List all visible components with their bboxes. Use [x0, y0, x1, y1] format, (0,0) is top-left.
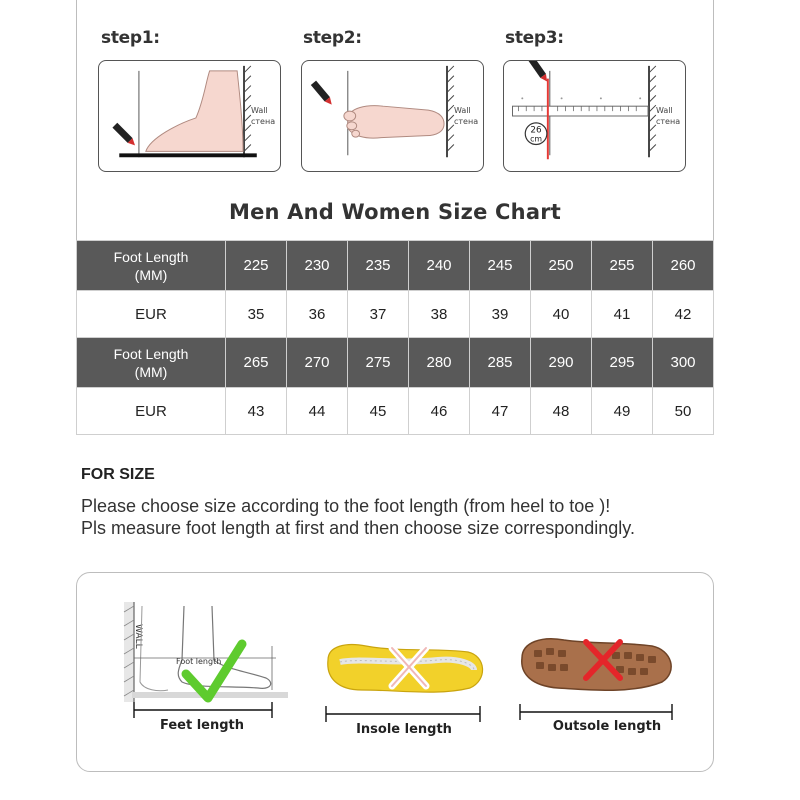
step-2-label: step2:	[303, 28, 362, 48]
eur-cell: 44	[287, 388, 348, 435]
measure-unit: cm	[530, 134, 543, 144]
eur-cell: 35	[226, 291, 287, 338]
foot-length-cell: 255	[592, 241, 653, 291]
step-3-label: step3:	[505, 28, 564, 48]
instruction-line-2: Pls measure foot length at first and then choose size correspondingly.	[81, 518, 635, 538]
foot-length-cell: 285	[470, 338, 531, 388]
eur-cell: 49	[592, 388, 653, 435]
step-1-wall-en: Wall	[251, 106, 268, 115]
chart-title: Men And Women Size Chart	[228, 200, 561, 224]
eur-cell: 37	[348, 291, 409, 338]
foot-length-text: Foot length	[176, 657, 222, 666]
feet-length-label: Feet length	[159, 718, 245, 733]
instruction-line-1: Please choose size according to the foot length (from heel to toe )!	[81, 496, 611, 516]
eur-header: EUR	[77, 388, 226, 435]
step-3-wall-en: Wall	[656, 106, 673, 115]
step-3-wall-ru: стена	[656, 117, 681, 126]
step-1-illustration	[98, 60, 281, 172]
foot-length-header: Foot Length (MM)	[77, 338, 226, 388]
foot-length-cell: 300	[653, 338, 714, 388]
eur-cell: 36	[287, 291, 348, 338]
eur-cell: 43	[226, 388, 287, 435]
eur-cell: 38	[409, 291, 470, 338]
foot-length-cell: 250	[531, 241, 592, 291]
eur-cell: 39	[470, 291, 531, 338]
insole-length-label: Insole length	[356, 722, 452, 737]
foot-length-header: Foot Length (MM)	[77, 241, 226, 291]
eur-cell: 48	[531, 388, 592, 435]
step-2-wall-ru: стена	[454, 117, 479, 126]
eur-cell: 47	[470, 388, 531, 435]
size-chart-table	[76, 240, 714, 435]
foot-length-cell: 270	[287, 338, 348, 388]
step-1-label: step1:	[101, 28, 160, 48]
foot-length-cell: 235	[348, 241, 409, 291]
table-row	[77, 388, 714, 435]
eur-cell: 46	[409, 388, 470, 435]
eur-header: EUR	[77, 291, 226, 338]
for-size-heading: FOR SIZE	[81, 466, 155, 483]
eur-cell: 42	[653, 291, 714, 338]
table-row	[77, 338, 714, 388]
eur-cell: 45	[348, 388, 409, 435]
table-row	[77, 291, 714, 338]
eur-cell: 41	[592, 291, 653, 338]
outsole-length-label: Outsole length	[552, 719, 662, 734]
eur-cell: 50	[653, 388, 714, 435]
foot-length-cell: 240	[409, 241, 470, 291]
foot-length-cell: 280	[409, 338, 470, 388]
eur-cell: 40	[531, 291, 592, 338]
foot-length-cell: 275	[348, 338, 409, 388]
measure-value: 26	[530, 125, 542, 136]
foot-length-cell: 295	[592, 338, 653, 388]
foot-length-cell: 225	[226, 241, 287, 291]
foot-length-cell: 290	[531, 338, 592, 388]
foot-length-cell: 260	[653, 241, 714, 291]
step-3-illustration	[503, 60, 686, 172]
foot-length-cell: 230	[287, 241, 348, 291]
step-2-illustration	[301, 60, 484, 172]
foot-length-cell: 245	[470, 241, 531, 291]
table-row	[77, 241, 714, 291]
foot-length-cell: 265	[226, 338, 287, 388]
step-2-wall-en: Wall	[454, 106, 471, 115]
wall-text: WALL	[133, 624, 143, 649]
step-1-wall-ru: стена	[251, 117, 276, 126]
